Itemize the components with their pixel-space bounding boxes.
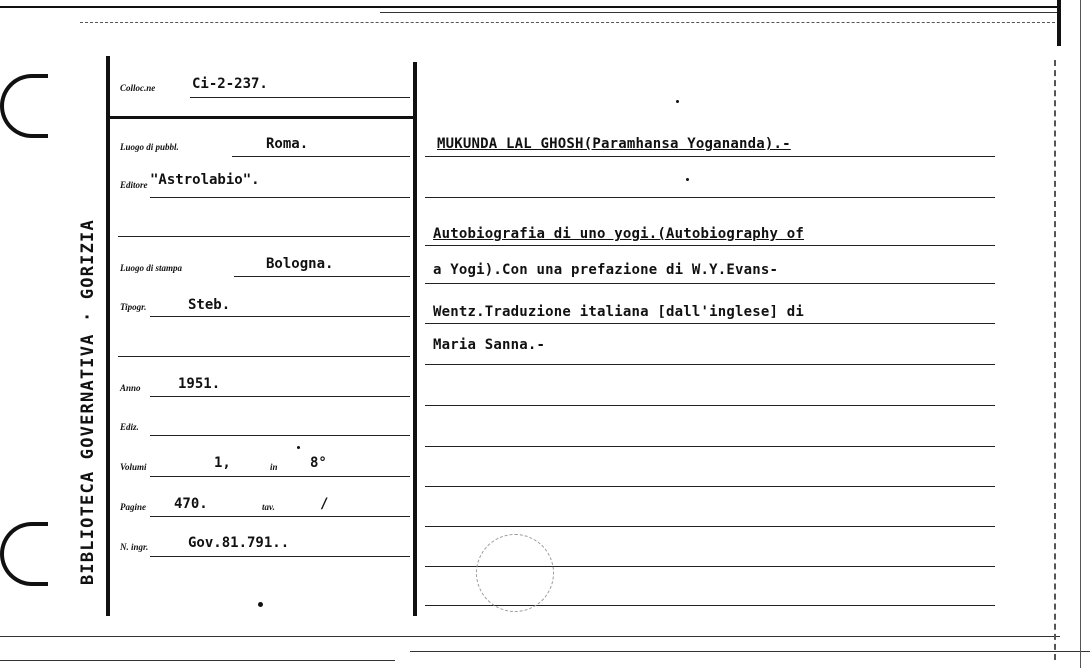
value-ingresso: Gov.81.791.. — [188, 535, 290, 551]
label-volumi: Volumi — [120, 462, 147, 472]
value-luogo-pubbl: Roma. — [266, 136, 309, 152]
value-editore: "Astrolabio". — [150, 172, 260, 188]
punch-hole-bottom — [0, 522, 48, 586]
top-border — [0, 6, 1060, 8]
label-collocazione: Colloc.ne — [120, 83, 156, 93]
bottom-border-2 — [0, 660, 395, 661]
rule-volumi — [150, 476, 410, 477]
rule-ediz — [150, 435, 410, 436]
rule-right-4 — [425, 283, 995, 284]
punch-hole-top — [0, 74, 48, 138]
rule-pagine — [150, 516, 410, 517]
author-line: MUKUNDA LAL GHOSH(Paramhansa Yogananda).- — [437, 136, 791, 152]
label-tavole: tav. — [262, 502, 275, 512]
rule-right-10 — [425, 526, 995, 527]
rule-right-7 — [425, 405, 995, 406]
label-luogo-stampa: Luogo di stampa — [120, 263, 183, 273]
top-border-2 — [380, 12, 1060, 13]
entry-line-1: Autobiografia di uno yogi.(Autobiography of — [433, 226, 805, 242]
entry-line-3: Wentz.Traduzione italiana [dall'inglese] di — [433, 304, 805, 320]
entry-line-4: Maria Sanna.- — [433, 337, 546, 353]
rule-colloc-thick — [110, 116, 415, 119]
speck — [258, 602, 263, 607]
value-tipografo: Steb. — [188, 297, 231, 313]
rule-right-1 — [425, 156, 995, 157]
label-anno: Anno — [120, 383, 141, 393]
rule-right-9 — [425, 486, 995, 487]
value-formato: 8° — [310, 455, 327, 471]
rule-blank-1 — [118, 236, 410, 237]
speck — [297, 446, 300, 449]
rule-right-8 — [425, 446, 995, 447]
rule-right-6 — [425, 364, 995, 365]
label-pagine: Pagine — [120, 502, 146, 512]
rule-ingresso — [150, 556, 410, 557]
left-margin-rule — [106, 56, 110, 616]
rule-anno — [150, 396, 410, 397]
library-stamp: BIBLIOTECA GOVERNATIVA · GORIZIA — [78, 219, 98, 585]
bottom-border — [0, 636, 1060, 637]
label-formato: in — [270, 462, 278, 472]
faint-stamp-mark — [476, 534, 554, 612]
value-pagine: 470. — [174, 496, 208, 512]
speck — [686, 178, 689, 181]
value-tavole: / — [320, 496, 329, 512]
rule-right-5 — [425, 323, 995, 324]
label-luogo-pubbl: Luogo di pubbl. — [120, 142, 179, 152]
rule-right-3 — [425, 245, 995, 246]
value-volumi: 1, — [214, 455, 231, 471]
right-edge-3 — [1080, 0, 1081, 668]
label-editore: Editore — [120, 180, 148, 190]
value-anno: 1951. — [178, 376, 221, 392]
entry-line-2: a Yogi).Con una prefazione di W.Y.Evans- — [433, 262, 779, 278]
right-edge — [1057, 0, 1061, 46]
rule-luogo-stampa — [234, 276, 410, 277]
value-luogo-stampa: Bologna. — [266, 256, 334, 272]
rule-editore — [150, 197, 410, 198]
label-tipografo: Tipogr. — [120, 302, 147, 312]
rule-blank-2 — [118, 356, 410, 357]
rule-luogo-pubbl — [232, 156, 410, 157]
rule-colloc — [190, 97, 410, 98]
bottom-border-3 — [410, 651, 1090, 652]
right-edge-2 — [1054, 60, 1056, 660]
speck — [676, 100, 679, 103]
center-rule — [413, 62, 417, 616]
label-edizione: Ediz. — [120, 422, 139, 432]
top-border-3 — [80, 22, 1060, 23]
rule-right-2 — [425, 197, 995, 198]
label-ingresso: N. ingr. — [120, 542, 149, 552]
rule-tipogr — [150, 316, 410, 317]
value-collocazione: Ci-2-237. — [192, 76, 268, 92]
